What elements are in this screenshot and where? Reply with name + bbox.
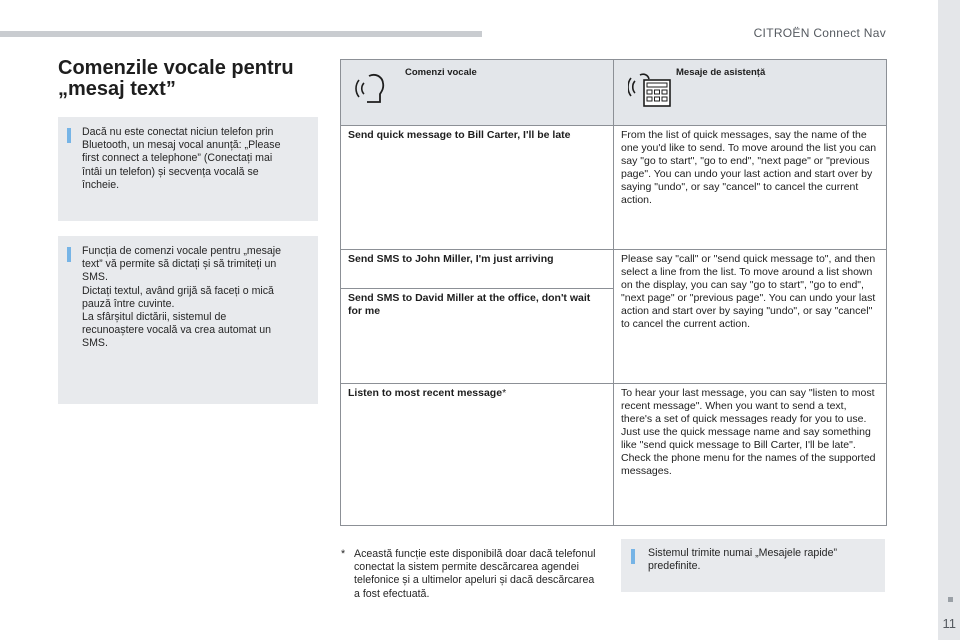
info-note-sms-function [58,236,318,404]
info-note-quick-messages [621,539,885,592]
page-title [58,58,318,100]
voice-command-text: Listen to most recent message [348,387,503,399]
footnote-mark: * [502,387,507,399]
info-note-text: Dacă nu este conectat niciun telefon prin Bluetooth, un mesaj vocal anunță: „Please first connect a telephone” (Conectați mai întâi un telefon) și secvența vocală se încheie. [82,126,281,191]
voice-keypad-icon [628,72,674,108]
footnote-text: Această funcție este disponibilă doar dacă telefonul conectat la sistem permite descărcarea agendei telefonice și a ultimelor apeluri și dacă descărcarea a fost efectuată. [354,548,596,600]
info-note-no-phone [58,117,318,221]
voice-command-cell [341,384,614,526]
page-title-line1: Comenzile vocale pentru [58,57,294,79]
voice-commands-table [340,59,887,526]
info-note-text: Sistemul trimite numai „Mesajele rapide” predefinite. [648,547,837,573]
brand-label: CITROËN Connect Nav [753,26,886,40]
table-row [341,126,887,250]
voice-command-cell: Send SMS to John Miller, I'm just arriving [341,250,614,289]
speaking-head-icon [355,72,395,106]
assistance-message-cell: From the list of quick messages, say the name of the one you'd like to send. To move around the list you can say "go to start", "go to end", "next page" or "previous page". You can undo your last action and start over by saying "undo", or say "cancel" to cancel the current action. [614,126,887,250]
info-note-text: Funcția de comenzi vocale pentru „mesaje text” vă permite să dictați și să trimiteți un SMS. Dictați textul, având grijă să faceți o mică pauză între cuvinte. La sfârșitul dictării, sistemul de recunoaștere vocală va crea automat un SMS. [82,245,282,350]
header-label: Mesaje de asistență [676,67,766,78]
page-title-line2: „mesaj text” [58,78,176,100]
footnote-mark: * [341,548,346,560]
info-bar-icon [67,128,71,143]
table-header-row [341,60,887,126]
info-bar-icon [631,549,635,564]
voice-command-cell: Send quick message to Bill Carter, I'll be late [341,126,614,250]
header-assistance-messages [614,60,887,126]
footnote [341,548,603,601]
page-number: 11 [942,616,956,631]
page-marker [948,597,953,602]
assistance-message-cell: To hear your last message, you can say "listen to most recent message". When you want to send a text, there's a set of quick messages ready for you to use. Just use the quick message name and say something like "send quick message to Bill Carter, I'll be late". Check the phone menu for the names of the supported messages. [614,384,887,526]
page-edge-strip [938,0,960,640]
header-voice-commands [341,60,614,126]
header-label: Comenzi vocale [405,67,477,78]
header-bar [0,31,482,37]
info-bar-icon [67,247,71,262]
assistance-message-cell: Please say "call" or "send quick message to", and then select a line from the list. To move around a list shown on the display, you can say "go to start", "go to end", "next page" or "previous page". You can undo your last action and start over by saying "undo", or say "cancel" to cancel the current action. [614,250,887,384]
voice-command-cell: Send SMS to David Miller at the office, don't wait for me [341,289,614,384]
table-row [341,384,887,526]
table-row [341,250,887,289]
